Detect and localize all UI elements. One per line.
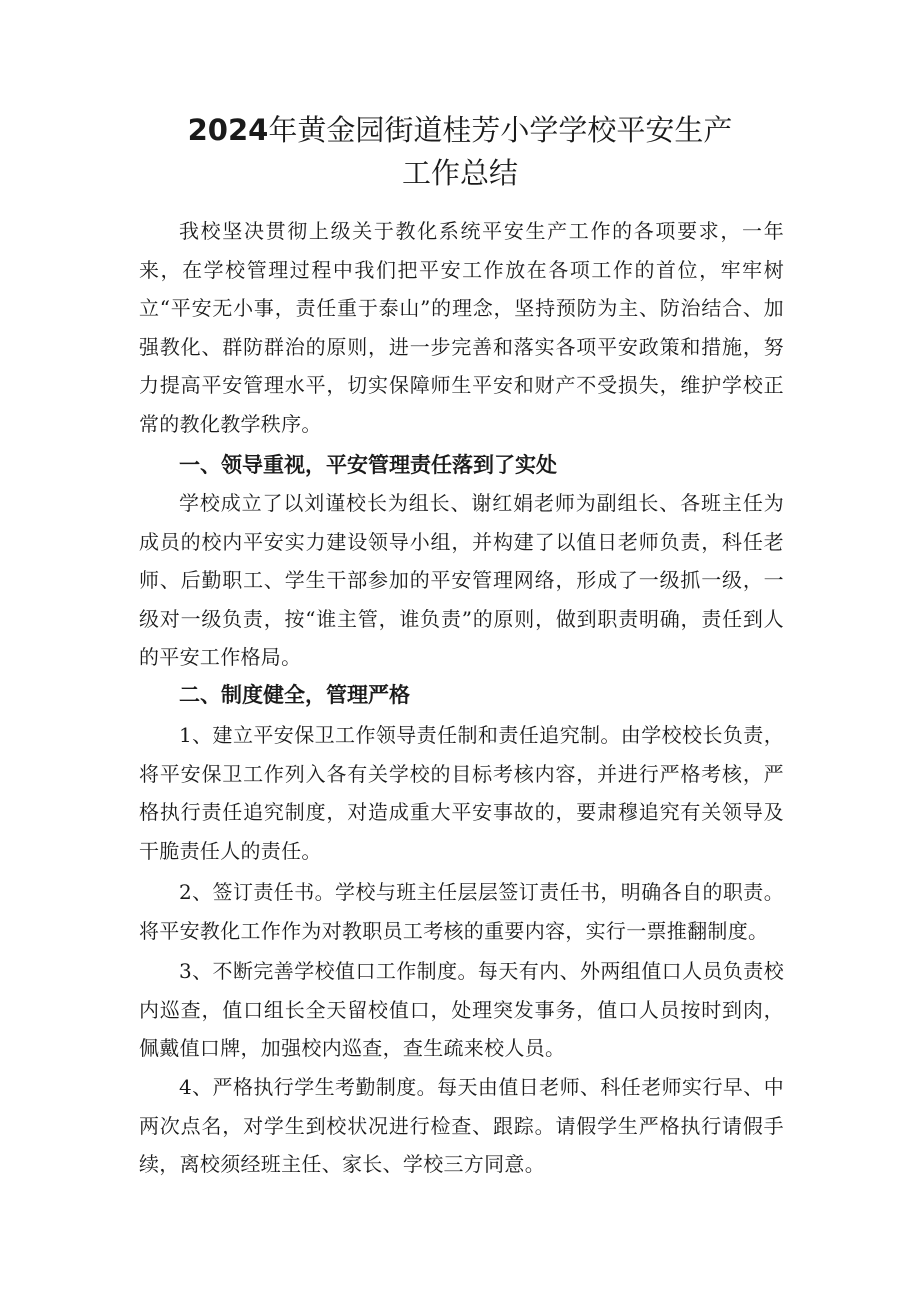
section1-paragraph: 学校成立了以刘谨校长为组长、谢红娟老师为副组长、各班主任为成员的校内平安实力建设领导小组，并构建了以值日老师负责，科任老师、后勤职工、学生干部参加的平安管理网络，形成了一级抓一级，一级对一级负责，按“谁主管，谁负责”的原则，做到职责明确，责任到人的平安工作格局。 [139,491,784,669]
document-title-line2: 工作总结 [401,156,518,190]
section2-item1: 1、建立平安保卫工作领导责任制和责任追究制。由学校校长负责，将平安保卫工作列入各有关学校的目标考核内容，并进行严格考核，严格执行责任追究制度，对造成重大平安事故的，要肃穆追究有关领导及干脆责任人的责任。 [139,723,784,863]
intro-paragraph: 我校坚决贯彻上级关于教化系统平安生产工作的各项要求，一年来，在学校管理过程中我们把平安工作放在各项工作的首位，牢牢树立“平安无小事，责任重于泰山”的理念，坚持预防为主、防治结合、加强教化、群防群治的原则，进一步完善和落实各项平安政策和措施，努力提高平安管理水平，切实保障师生平安和财产不受损失，维护学校正常的教化教学秩序。 [139,219,784,436]
section2-item2: 2、签订责任书。学校与班主任层层签订责任书，明确各自的职责。将平安教化工作作为对教职员工考核的重要内容，实行一票推翻制度。 [139,880,784,943]
title-line1-text: 年黄金园街道桂芳小学学校平安生产 [268,113,733,147]
section2-item3: 3、不断完善学校值口工作制度。每天有内、外两组值口人员负责校内巡查，值口组长全天留校值口，处理突发事务，值口人员按时到肉，佩戴值口牌，加强校内巡查，查生疏来校人员。 [139,959,784,1060]
section2-item4: 4、严格执行学生考勤制度。每天由值日老师、科任老师实行早、中两次点名，对学生到校状况进行检查、跟踪。请假学生严格执行请假手续，离校须经班主任、家长、学校三方同意。 [139,1075,784,1176]
section2-heading: 二、制度健全，管理严格 [179,683,410,707]
title-year: 2024 [187,113,269,147]
document-title-line1 [0,110,920,150]
section1-heading: 一、领导重视，平安管理责任落到了实处 [179,453,557,477]
